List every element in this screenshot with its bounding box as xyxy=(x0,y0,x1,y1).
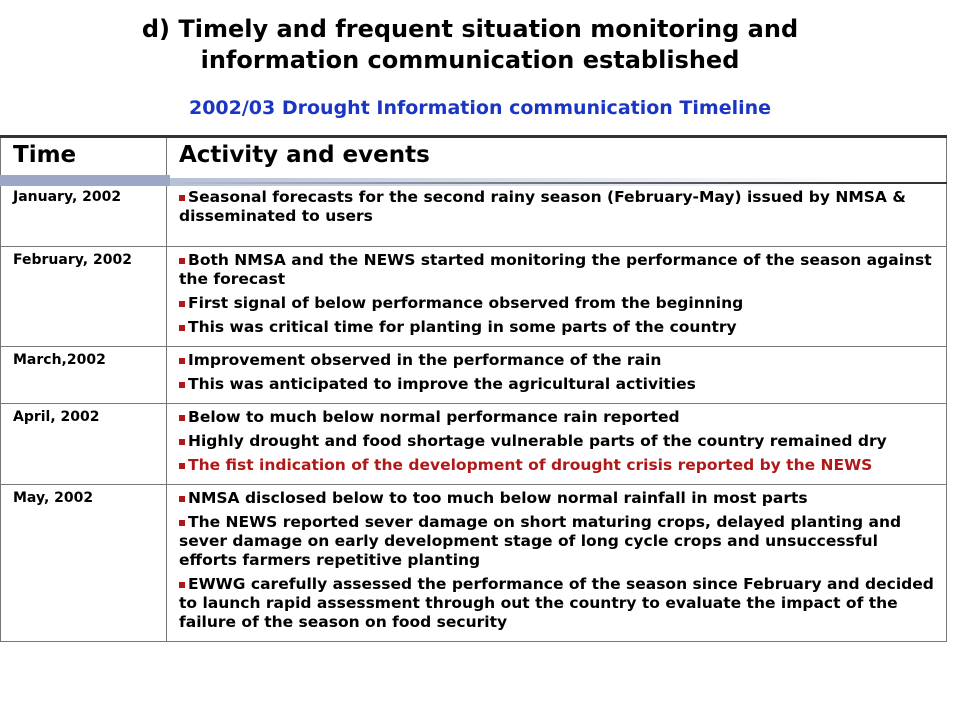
slide-subtitle: 2002/03 Drought Information communication Timeline xyxy=(188,97,772,119)
activity-item: First signal of below performance observed from the beginning xyxy=(179,294,938,313)
table-row xyxy=(1,247,947,347)
time-cell: February, 2002 xyxy=(1,247,167,347)
slide-title-line-1: d) Timely and frequent situation monitoring and xyxy=(141,15,799,43)
table-row xyxy=(1,183,947,247)
table-row xyxy=(1,404,947,485)
timeline-table xyxy=(0,135,947,642)
activity-cell xyxy=(167,485,947,642)
activity-item: EWWG carefully assessed the performance of the season since February and decided to launch rapid assessment through out the country to evaluate the impact of the failure of the season on food security xyxy=(179,575,938,632)
activity-item: Below to much below normal performance rain reported xyxy=(179,408,938,427)
activity-item: This was critical time for planting in some parts of the country xyxy=(179,318,938,337)
activity-cell xyxy=(167,247,947,347)
table-row xyxy=(1,347,947,404)
decorative-accent-bar xyxy=(0,175,170,186)
slide-title xyxy=(0,14,940,76)
activity-item: This was anticipated to improve the agricultural activities xyxy=(179,375,938,394)
header-activity: Activity and events xyxy=(167,137,947,184)
activity-cell xyxy=(167,347,947,404)
table-row xyxy=(1,485,947,642)
decorative-accent-fade xyxy=(170,178,870,186)
activity-cell xyxy=(167,404,947,485)
activity-item: The fist indication of the development of drought crisis reported by the NEWS xyxy=(179,456,938,475)
activity-list xyxy=(179,188,938,226)
activity-item: Seasonal forecasts for the second rainy season (February-May) issued by NMSA & disseminated to users xyxy=(179,188,938,226)
activity-item: The NEWS reported sever damage on short maturing crops, delayed planting and sever damage on early development stage of long cycle crops and unsuccessful efforts farmers repetitive planting xyxy=(179,513,938,570)
time-cell: May, 2002 xyxy=(1,485,167,642)
time-cell: March,2002 xyxy=(1,347,167,404)
header-time: Time xyxy=(1,137,167,184)
activity-list xyxy=(179,351,938,394)
activity-item: Highly drought and food shortage vulnerable parts of the country remained dry xyxy=(179,432,938,451)
activity-cell xyxy=(167,183,947,247)
activity-list xyxy=(179,408,938,475)
time-cell: April, 2002 xyxy=(1,404,167,485)
activity-item: Both NMSA and the NEWS started monitoring the performance of the season against the forecast xyxy=(179,251,938,289)
activity-list xyxy=(179,489,938,632)
activity-list xyxy=(179,251,938,337)
activity-item: NMSA disclosed below to too much below normal rainfall in most parts xyxy=(179,489,938,508)
activity-item: Improvement observed in the performance of the rain xyxy=(179,351,938,370)
time-cell: January, 2002 xyxy=(1,183,167,247)
slide-title-line-2: information communication established xyxy=(200,46,740,74)
table-body xyxy=(1,183,947,642)
